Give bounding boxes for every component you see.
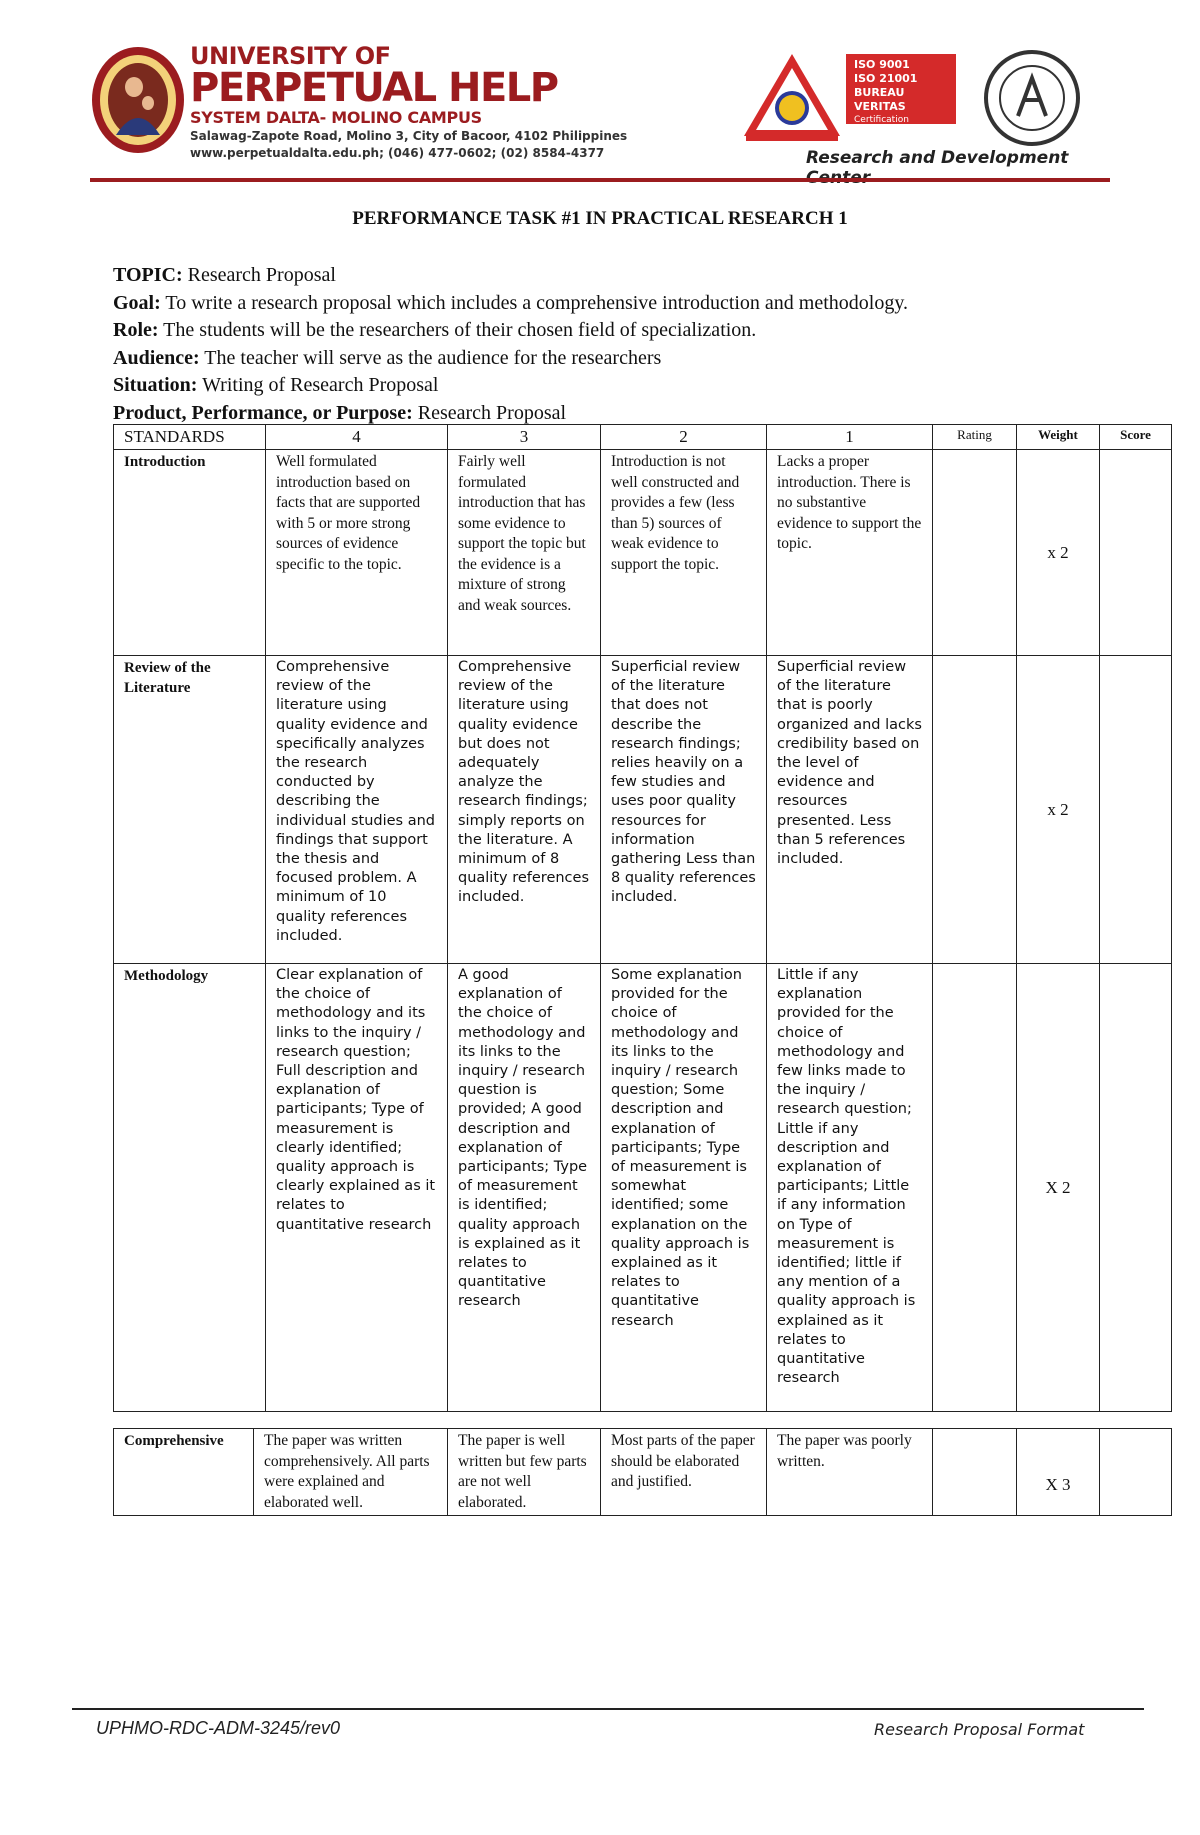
header-weight: Weight [1017,425,1100,450]
criteria-cell: Comprehensive review of the literature using quality evidence and specifically analyzes the research conducted by describing the individual studies and findings that support the thesis and focused problem. A minimum of 10 quality references included. [266,656,448,964]
header-divider [90,178,1110,182]
rating-cell[interactable] [933,450,1017,656]
iso-line-4: Certification [854,115,909,125]
role-label: Role: [113,319,159,341]
audience-label: Audience: [113,346,200,369]
research-center-label: Research and Development [806,148,1069,168]
goal-label: Goal: [113,291,161,314]
goal-value: To write a research proposal which includes a comprehensive introduction and methodology. [160,291,909,314]
criteria-cell: Little if any explanation provided for the choice of methodology and few links made to the inquiry / research question; Little if any description and explanation of participants; Little if any information on Type of measurement is identified; little if any mention of a quality approach is explained as it relates to quantitative research [767,964,933,1412]
iso-line-1: ISO 9001 [854,58,910,71]
criteria-cell: The paper is well written but few parts are not well elaborated. [448,1429,601,1516]
table-row [114,1429,1172,1516]
weight-cell: x 2 [1017,656,1100,964]
criteria-cell: Comprehensive review of the literature using quality evidence but does not adequately analyze the research findings; simply reports on the literature. A minimum of 8 quality references included. [448,656,601,964]
university-seal-logo [90,45,186,155]
criteria-cell: A good explanation of the choice of methodology and its links to the inquiry / research question is provided; A good description and explanation of participants; Type of measurement is identified; quality approach is explained as it relates to quantitative research [448,964,601,1412]
document-code: UPHMO-RDC-ADM-3245/rev0 [96,1718,341,1738]
campus-name: SYSTEM DALTA- MOLINO CAMPUS [190,108,482,127]
rubric-table [113,424,1172,1412]
header-score-3: 3 [448,425,601,450]
goal-row [113,290,1113,318]
standard-introduction: Introduction [114,450,266,656]
audience-value: The teacher will serve as the audience for the researchers [199,346,662,369]
weight-cell: X 3 [1017,1429,1100,1516]
standard-comprehensive: Comprehensive [114,1429,254,1516]
criteria-cell: Lacks a proper introduction. There is no substantive evidence to support the topic. [767,450,933,656]
university-name-block [190,44,627,162]
rnd-center-logo [742,52,842,142]
bureau-veritas-seal-logo [982,48,1082,148]
topic-value: Research Proposal [182,264,336,286]
topic-row [113,262,1113,290]
footer-divider [72,1708,1144,1710]
iso-line-3: BUREAU VERITAS [854,86,906,113]
criteria-cell: Introduction is not well constructed and provides a few (less than 5) sources of weak evidence to support the topic. [601,450,767,656]
university-address: Salawag-Zapote Road, Molino 3, City of Bacoor, 4102 Philippines [190,129,628,143]
topic-label: TOPIC: [113,264,183,286]
table-row [114,656,1172,964]
task-info [113,262,1113,427]
criteria-cell: Clear explanation of the choice of methodology and its links to the inquiry / research question; Full description and explanation of participants; Type of measurement is clearly identified; quality approach is clearly explained as it relates to quantitative research [266,964,448,1412]
score-cell[interactable] [1100,1429,1172,1516]
standard-review-of-literature: Review of the Literature [114,656,266,964]
table-row [114,450,1172,656]
iso-line-2: ISO 21001 [854,72,918,85]
university-contact: www.perpetualdalta.edu.ph; (046) 477-0602; (02) 8584-4377 [190,146,605,160]
score-cell[interactable] [1100,656,1172,964]
situation-label: Situation: [113,374,198,396]
letterhead [90,40,1120,185]
document-title: PERFORMANCE TASK #1 IN PRACTICAL RESEARCH 1 [352,208,848,229]
iso-certification-badge [846,54,956,124]
product-label: Product, Performance, or Purpose: [113,401,413,424]
criteria-cell: Some explanation provided for the choice of methodology and its links to the inquiry / research question; Some description and explanation of participants; Type of measurement is somewhat identified; some explanation on the quality approach is explained as it relates to quantitative research [601,964,767,1412]
table-row [114,964,1172,1412]
role-row [113,317,1113,345]
score-cell[interactable] [1100,964,1172,1412]
standard-methodology: Methodology [114,964,266,1412]
rating-cell[interactable] [933,964,1017,1412]
rating-cell[interactable] [933,1429,1017,1516]
score-cell[interactable] [1100,450,1172,656]
criteria-cell: Superficial review of the literature that does not describe the research findings; relies heavily on a few studies and uses poor quality resources for information gathering Less than 8 quality references included. [601,656,767,964]
header-score-2: 2 [601,425,767,450]
product-value: Research Proposal [412,401,567,424]
audience-row [113,345,1113,373]
role-value: The students will be the researchers of their chosen field of specialization. [158,319,757,341]
university-name-line2: PERPETUAL HELP [190,65,558,111]
criteria-cell: Well formulated introduction based on facts that are supported with 5 or more strong sources of evidence specific to the topic. [266,450,448,656]
rubric-header-row [114,425,1172,450]
header-score-4: 4 [266,425,448,450]
criteria-cell: Fairly well formulated introduction that has some evidence to support the topic but the evidence is a mixture of strong and weak sources. [448,450,601,656]
header-score-1: 1 [767,425,933,450]
header-score: Score [1100,425,1172,450]
header-rating: Rating [933,425,1017,450]
situation-value: Writing of Research Proposal [197,374,439,396]
criteria-cell: The paper was poorly written. [767,1429,933,1516]
comprehensive-table [113,1428,1172,1516]
product-row [113,400,1113,428]
weight-cell: X 2 [1017,964,1100,1412]
situation-row [113,372,1113,400]
criteria-cell: Most parts of the paper should be elaborated and justified. [601,1429,767,1516]
university-name-line1: UNIVERSITY OF [190,42,391,70]
criteria-cell: Superficial review of the literature that is poorly organized and lacks credibility based on the level of evidence and resources presented. Less than 5 references included. [767,656,933,964]
rating-cell[interactable] [933,656,1017,964]
document-format-name: Research Proposal Format [874,1720,1085,1739]
header-standards: STANDARDS [114,425,266,450]
weight-cell: x 2 [1017,450,1100,656]
criteria-cell: The paper was written comprehensively. All parts were explained and elaborated well. [254,1429,448,1516]
